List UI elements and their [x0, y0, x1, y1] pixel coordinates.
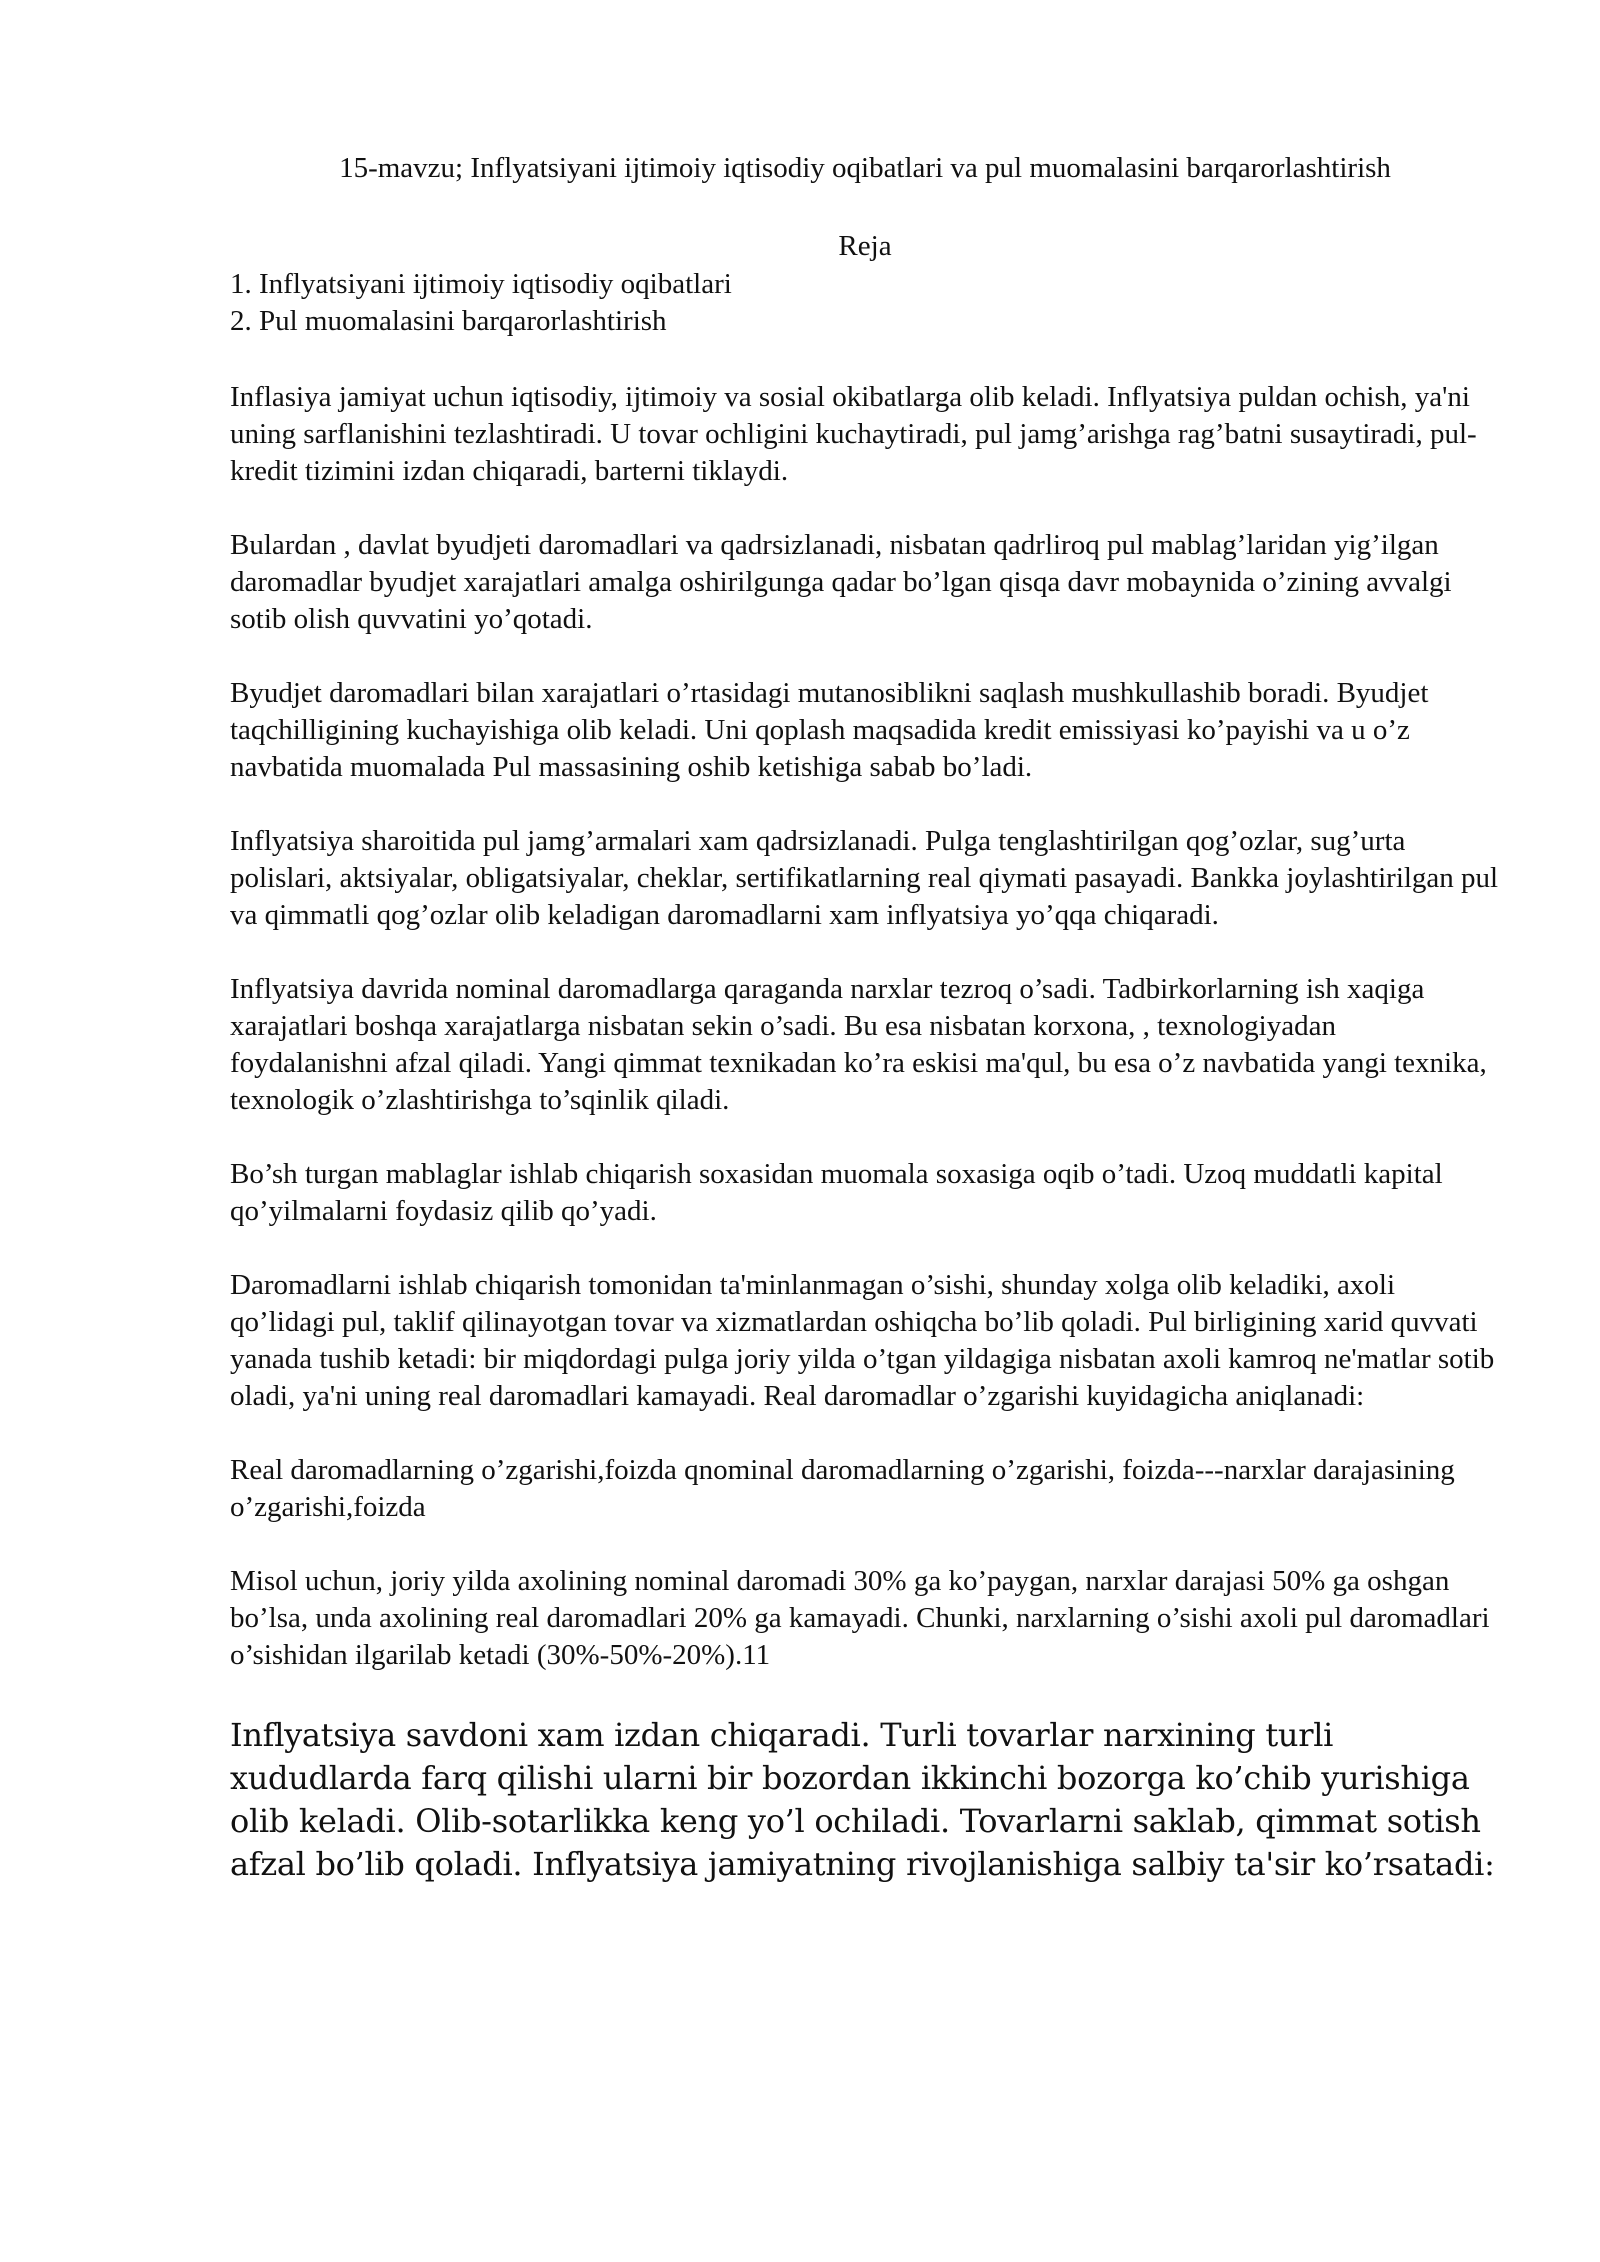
plan-item: 2. Pul muomalasini barqarorlashtirish [230, 305, 667, 337]
formula-paragraph: Real daromadlarning o’zgarishi,foizda qnominal daromadlarning o’zgarishi, foizda---narxlar darajasining o’zgarishi,foizda [230, 1454, 1455, 1523]
document-page [230, 150, 1500, 1886]
closing-paragraph: Inflyatsiya savdoni xam izdan chiqaradi. Turli tovarlar narxining turli xududlarda farq qilishi ularni bir bozordan ikkinchi bozorga ko’chib yurishiga olib keladi. Olib-sotarlikka keng yo’l ochiladi. Tovarlarni saklab, qimmat sotish afzal bo’lib qoladi. Inflyatsiya jamiyatning rivojlanishiga salbiy ta'sir ko’rsatadi: [230, 1716, 1495, 1883]
plan-heading: Reja [838, 230, 892, 262]
paragraph: Daromadlarni ishlab chiqarish tomonidan ta'minlanmagan o’sishi, shunday xolga olib keladiki, axoli qo’lidagi pul, taklif qilinayotgan tovar va xizmatlardan oshiqcha bo’lib qoladi. Pul birligining xarid quvvati yanada tushib ketadi: bir miqdordagi pulga joriy yilda o’tgan yildagiga nisbatan axoli kamroq ne'matlar sotib oladi, ya'ni uning real daromadlari kamayadi. Real daromadlar o’zgarishi kuyidagicha aniqlanadi: [230, 1269, 1495, 1412]
document-title: 15-mavzu; Inflyatsiyani ijtimoiy iqtisodiy oqibatlari va pul muomalasini barqarorlashtirish [339, 152, 1391, 184]
plan-list [230, 266, 1500, 340]
paragraph: Bo’sh turgan mablaglar ishlab chiqarish soxasidan muomala soxasiga oqib o’tadi. Uzoq muddatli kapital qo’yilmalarni foydasiz qilib qo’yadi. [230, 1158, 1443, 1227]
paragraph: Byudjet daromadlari bilan xarajatlari o’rtasidagi mutanosiblikni saqlash mushkullashib boradi. Byudjet taqchilligining kuchayishiga olib keladi. Uni qoplash maqsadida kredit emissiyasi ko’payishi va u o’z navbatida muomalada Pul massasining oshib ketishiga sabab bo’ladi. [230, 677, 1429, 783]
paragraph: Inflyatsiya davrida nominal daromadlarga qaraganda narxlar tezroq o’sadi. Tadbirkorlarning ish xaqiga xarajatlari boshqa xarajatlarga nisbatan sekin o’sadi. Bu esa nisbatan korxona, , texnologiyadan foydalanishni afzal qiladi. Yangi qimmat texnikadan ko’ra eskisi ma'qul, bu esa o’z navbatida yangi texnika, texnologik o’zlashtirishga to’sqinlik qiladi. [230, 973, 1487, 1116]
plan-item: 1. Inflyatsiyani ijtimoiy iqtisodiy oqibatlari [230, 268, 732, 300]
paragraph: Bulardan , davlat byudjeti daromadlari va qadrsizlanadi, nisbatan qadrliroq pul mablag’laridan yig’ilgan daromadlar byudjet xarajatlari amalga oshirilgunga qadar bo’lgan qisqa davr mobaynida o’zining avvalgi sotib olish quvvatini yo’qotadi. [230, 529, 1452, 635]
example-paragraph: Misol uchun, joriy yilda axolining nominal daromadi 30% ga ko’paygan, narxlar darajasi 50% ga oshgan bo’lsa, unda axolining real daromadlari 20% ga kamayadi. Chunki, narxlarning o’sishi axoli pul daromadlari o’sishidan ilgarilab ketadi (30%-50%-20%).11 [230, 1565, 1490, 1671]
paragraph: Inflasiya jamiyat uchun iqtisodiy, ijtimoiy va sosial okibatlarga olib keladi. Inflyatsiya puldan ochish, ya'ni uning sarflanishini tezlashtiradi. U tovar ochligini kuchaytiradi, pul jamg’arishga rag’batni susaytiradi, pul-kredit tizimini izdan chiqaradi, barterni tiklaydi. [230, 381, 1477, 487]
paragraph: Inflyatsiya sharoitida pul jamg’armalari xam qadrsizlanadi. Pulga tenglashtirilgan qog’ozlar, sug’urta polislari, aktsiyalar, obligatsiyalar, cheklar, sertifikatlarning real qiymati pasayadi. Bankka joylashtirilgan pul va qimmatli qog’ozlar olib keladigan daromadlarni xam inflyatsiya yo’qqa chiqaradi. [230, 825, 1499, 931]
